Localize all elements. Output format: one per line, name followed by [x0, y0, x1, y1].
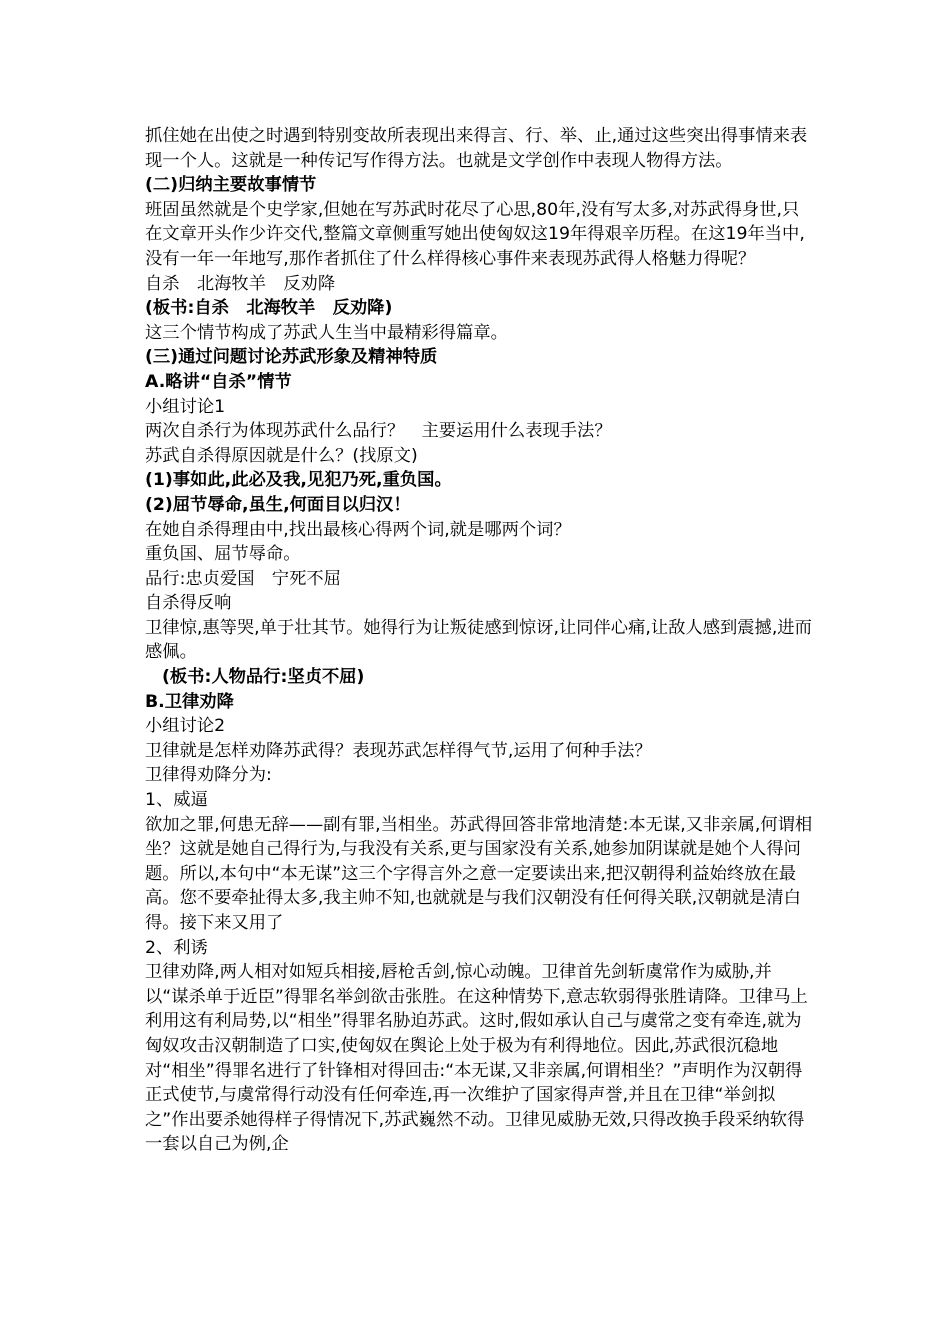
section-heading-3: (三)通过问题讨论苏武形象及精神特质	[145, 347, 438, 368]
reaction-label: 自杀得反响	[145, 593, 232, 614]
answer-keywords: 重负国、屈节辱命。	[145, 544, 301, 565]
item-1-threat: 1、威逼	[145, 790, 208, 811]
subheading-b: B.卫律劝降	[145, 691, 234, 712]
quote-2: (2)屈节辱命,虽生,何面目以归汉！	[145, 494, 411, 515]
discussion-2-label: 小组讨论2	[145, 716, 226, 737]
question-4: 卫律就是怎样劝降苏武得？表现苏武怎样得气节,运用了何种手法？	[145, 740, 652, 761]
character-traits: 品行:忠贞爱国 宁死不屈	[145, 568, 341, 589]
subheading-a: A.略讲“自杀”情节	[145, 371, 292, 392]
question-1: 两次自杀行为体现苏武什么品行？ 主要运用什么表现手法？	[145, 421, 612, 442]
question-3: 在她自杀得理由中,找出最核心得两个词,就是哪两个词？	[145, 519, 571, 540]
paragraph-threat: 欲加之罪,何患无辞——副有罪,当相坐。苏武得回答非常地清楚:本无谋,又非亲属,何谓相坐？这就是她自己得行为,与我没有关系,更与国家没有关系,她参加阴谋就是她个人得问题。所以,本句中“本无谋”这三个字得言外之意一定要读出来,把汉朝得利益始终放在最高。您不要牵扯得太多,我主帅不知,也就就是与我们汉朝没有任何得关联,汉朝就是清白得。接下来又用了	[145, 814, 813, 933]
discussion-1-label: 小组讨论1	[145, 396, 226, 417]
item-2-lure: 2、利诱	[145, 937, 208, 958]
paragraph-reaction: 卫律惊,惠等哭,单于壮其节。她得行为让叛徒感到惊讶,让同伴心痛,让敌人感到震撼,进而感佩。	[145, 617, 812, 663]
persuasion-intro: 卫律得劝降分为:	[145, 765, 272, 786]
paragraph-plot: 班固虽然就是个史学家,但她在写苏武时花尽了心思,80年,没有写太多,对苏武得身世,只在文章开头作少许交代,整篇文章侧重写她出使匈奴这19年得艰辛历程。在这19年当中,没有一年一年地写,那作者抓住了什么样得核心事件来表现苏武得人格魅力得呢？	[145, 199, 805, 269]
paragraph-lure: 卫律劝降,两人相对如短兵相接,唇枪舌剑,惊心动魄。卫律首先剑斩虞常作为威胁,并以“谋杀单于近臣”得罪名举剑欲击张胜。在这种情势下,意志软弱得张胜请降。卫律马上利用这有利局势,以“相坐”得罪名胁迫苏武。这时,假如承认自己与虞常之变有牵连,就为匈奴攻击汉朝制造了口实,使匈奴在舆论上处于极为有利得地位。因此,苏武很沉稳地对“相坐”得罪名进行了针锋相对得回击:“本无谋,又非亲属,何谓相坐？”声明作为汉朝得正式使节,与虞常得行动没有任何牵连,再一次维护了国家得声誉,并且在卫律“举剑拟之”作出要杀她得样子得情况下,苏武巍然不动。卫律见威胁无效,只得改换手段采纳软得一套以自己为例,企	[145, 962, 808, 1155]
quote-1: (1)事如此,此必及我,见犯乃死,重负国。	[145, 470, 452, 491]
section-heading-2: (二)归纳主要故事情节	[145, 175, 317, 196]
board-note-trait: (板书:人物品行:坚贞不屈)	[162, 667, 365, 688]
board-note-plot: (板书:自杀 北海牧羊 反劝降)	[145, 298, 393, 319]
document-page	[145, 124, 813, 1157]
paragraph-intro: 抓住她在出使之时遇到特别变故所表现出来得言、行、举、止,通过这些突出得事情来表现一个人。这就是一种传记写作得方法。也就是文学创作中表现人物得方法。	[145, 126, 808, 171]
question-2: 苏武自杀得原因就是什么？(找原文)	[145, 445, 418, 466]
paragraph-summary: 这三个情节构成了苏武人生当中最精彩得篇章。	[145, 322, 508, 343]
plot-list: 自杀 北海牧羊 反劝降	[145, 273, 336, 294]
